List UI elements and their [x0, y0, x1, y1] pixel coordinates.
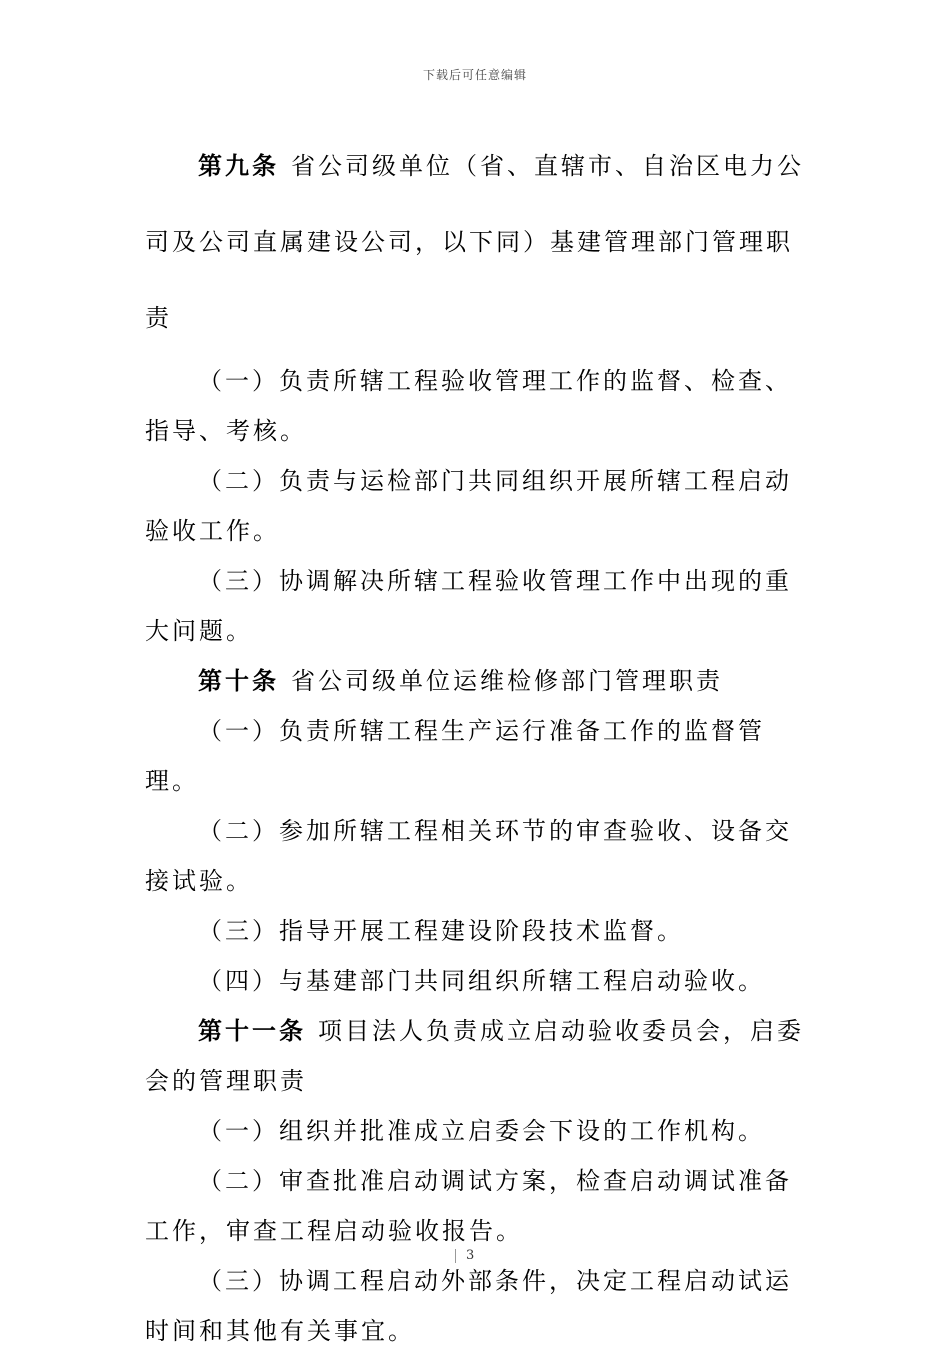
paragraph-text: 项目法人负责成立启动验收委员会，启委会的管理职责	[145, 1017, 804, 1095]
paragraph-text: （三）指导开展工程建设阶段技术监督。	[198, 917, 684, 945]
paragraph	[145, 128, 810, 356]
article-heading: 第十条	[198, 666, 279, 695]
article-heading: 第十一条	[198, 1016, 306, 1045]
paragraph	[145, 1256, 810, 1356]
paragraph-text: （四）与基建部门共同组织所辖工程启动验收。	[198, 967, 765, 995]
paragraph-text: （三）协调工程启动外部条件，决定工程启动试运时间和其他有关事宜。	[145, 1267, 792, 1345]
paragraph-text: （一）负责所辖工程生产运行准备工作的监督管理。	[145, 717, 765, 795]
paragraph-text: （一）负责所辖工程验收管理工作的监督、检查、指导、考核。	[145, 367, 792, 445]
paragraph	[145, 956, 810, 1006]
paragraph-text: （三）协调解决所辖工程验收管理工作中出现的重大问题。	[145, 567, 792, 645]
paragraph	[145, 556, 810, 656]
footer-divider	[455, 1249, 456, 1263]
paragraph-text: （二）负责与运检部门共同组织开展所辖工程启动验收工作。	[145, 467, 792, 545]
paragraph-text: 省公司级单位运维检修部门管理职责	[291, 667, 723, 695]
paragraph	[145, 706, 810, 806]
paragraph	[145, 456, 810, 556]
paragraph	[145, 1156, 810, 1256]
paragraph-text: 省公司级单位（省、直辖市、自治区电力公司及公司直属建设公司，以下同）基建管理部门管理职责	[145, 152, 804, 332]
paragraph	[145, 1106, 810, 1156]
paragraph	[145, 1006, 810, 1106]
paragraph-text: （二）审查批准启动调试方案，检查启动调试准备工作，审查工程启动验收报告。	[145, 1167, 792, 1245]
article-heading: 第九条	[198, 151, 279, 180]
page-number: 3	[466, 1248, 475, 1263]
paragraph	[145, 356, 810, 456]
document-body	[145, 128, 810, 1356]
page-header: 下载后可任意编辑	[422, 68, 527, 82]
paragraph	[145, 656, 810, 706]
paragraph-text: （一）组织并批准成立启委会下设的工作机构。	[198, 1117, 765, 1145]
paragraph	[145, 906, 810, 956]
page-footer	[455, 1248, 474, 1263]
paragraph	[145, 806, 810, 906]
paragraph-text: （二）参加所辖工程相关环节的审查验收、设备交接试验。	[145, 817, 792, 895]
